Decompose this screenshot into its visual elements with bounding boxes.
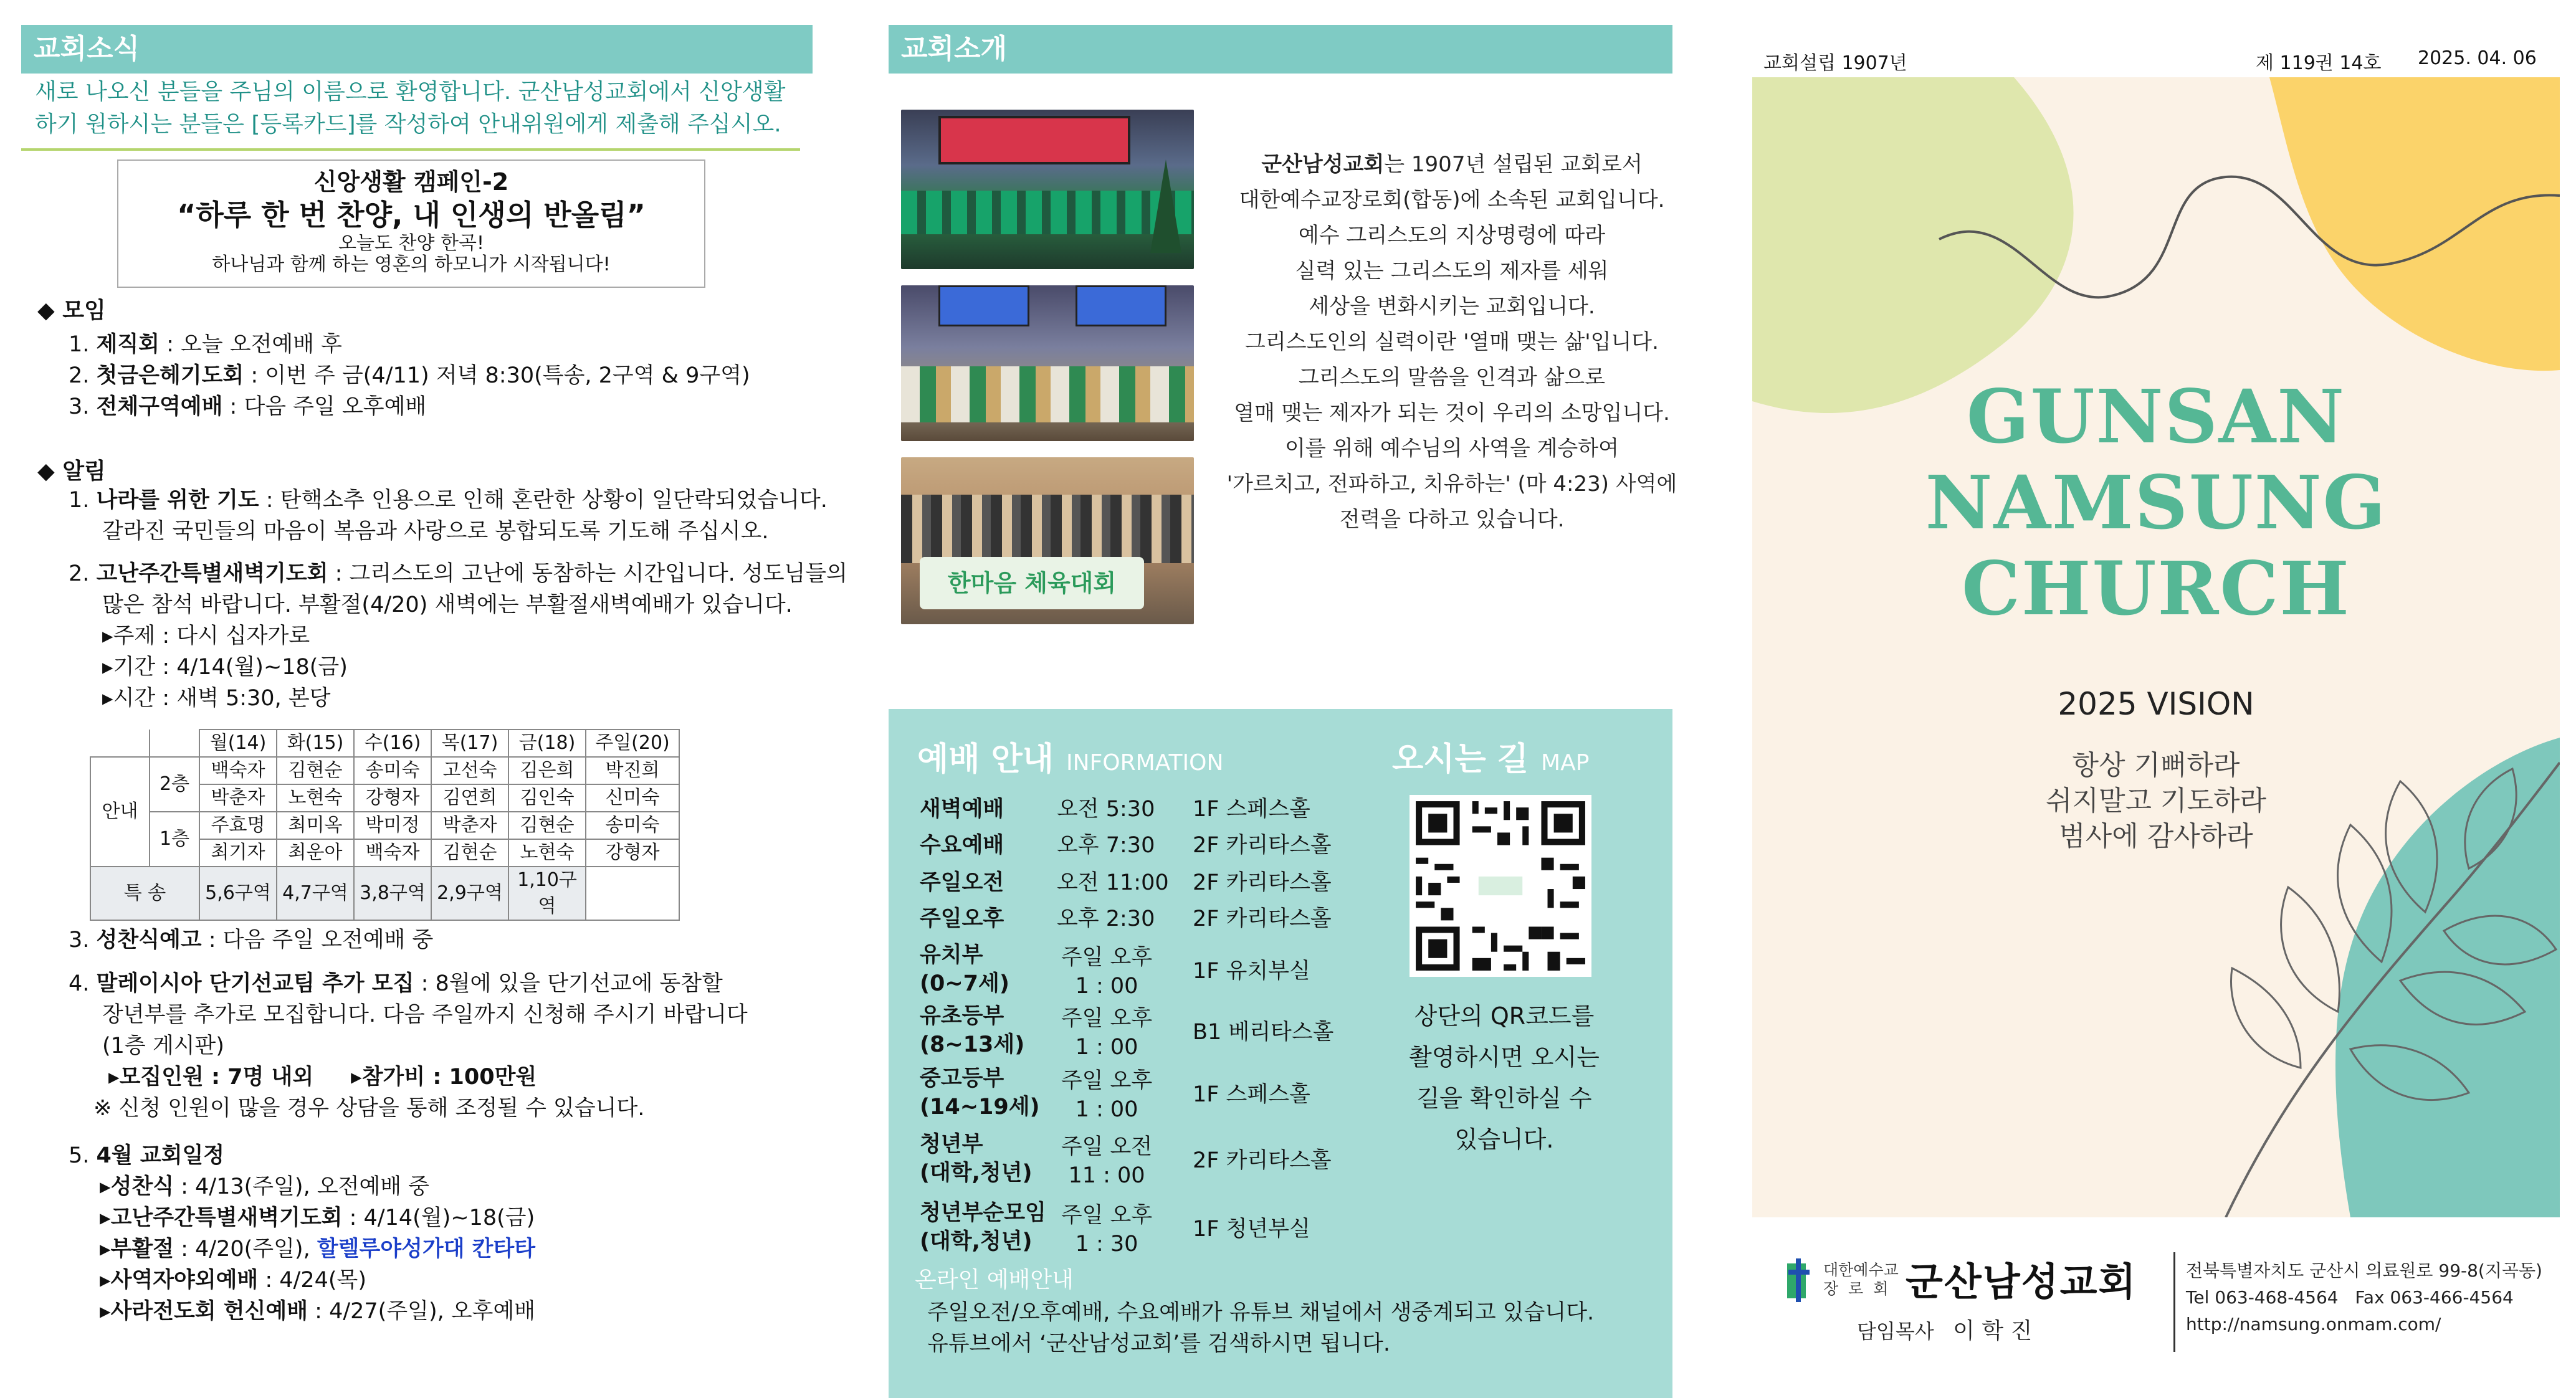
issue-number: 제 119권 14호 bbox=[2256, 52, 2382, 74]
meeting-item: 2. 첫금은헤기도회 : 이번 주 금(4/11) 저녁 8:30(특송, 2구역 & 9구역) bbox=[69, 363, 750, 388]
schedule-item: ▸사역자야외예배 : 4/24(목) bbox=[100, 1268, 367, 1293]
notice-2: 2. 고난주간특별새벽기도회 : 그리스도의 고난에 동참하는 시간입니다. 성도님들의 많은 참석 바랍니다. 부활절(4/20) 새벽에는 부활절새벽예배가 있습니다. ▸주제 : 다시 십자가로 ▸기간 : 4/14(월)~18(금) ▸시간 : 새벽 5:30, 본당 bbox=[69, 561, 847, 711]
intro-text: 군산남성교회는 1907년 설립된 교회로서 대한예수교장로회(합동)에 소속된 교회입니다. 예수 그리스도의 지상명령에 따라 실력 있는 그리스도의 제자를 세워 세상을 변화시키는 교회입니다. 그리스도인의 실력이란 '열매 맺는 삶'입니다. 그리스도의 말씀을 인격과 삶으로 열매 맺는 제자가 되는 것이 우리의 소망입니다. 이를 위해 예수님의 사역을 계승하여 '가르치고, 전파하고, 치유하는' (마 4:23) 사역에 전력을 다하고 있습니다. bbox=[1226, 152, 1677, 532]
campaign-slogan: “하루 한 번 찬양, 내 인생의 반올림” bbox=[177, 198, 646, 232]
website-link[interactable]: http://namsung.onmam.com/ bbox=[2186, 1314, 2441, 1334]
intro-header: 교회소개 bbox=[889, 25, 1672, 74]
phone: Tel 063-468-4564 Fax 063-466-4564 bbox=[2186, 1287, 2514, 1308]
notice-4: 4. 말레이시아 단기선교팀 추가 모집 : 8월에 있을 단기선교에 동참할 장년부를 추가로 모집합니다. 다음 주일까지 신청해 주시기 바랍니다 (1층 게시판) ▸모집인원 : 7명 내외 ▸참가비 : 100만원 ※ 신청 인원이 많을 경우 상담을 통해 조정될 수 있습니다. bbox=[69, 971, 748, 1121]
worship-info-box: 예배 안내 INFORMATION 오시는 길 MAP 새벽예배 오전 5:30 1F 스페스홀 수요예배 오후 7:30 2F 카리타스홀 주일오전 오전 11:00 2F 카리타스홀 주일오후 오후 2:30 2F 카리타스홀 유치부 (0~7세) 주일 오후 1 : 00 1F 유치부실 유초등부 (8~13세) 주일 오후 1 : 00 B1 베리타스홀 중고등부 (14~19세) 주일 오후 1 : 00 1F 스페스홀 청년부 (대학,청년) 주일 오전 11 : 00 2F 카리타스홀 청년부순모임 (대학,청년) 주일 오후 1 : 30 1F 청년부실 상단의 QR코드를 촬영하시면 오시는 길을 확인하실 수 있습니다. 온라인 예배안내 주일오전/오후예배, 수요예배가 유튜브 채널에서 생중계되고 있습니다. 유튜브에서 ‘군산남성교회’를 검색하시면 됩니다. bbox=[889, 709, 1672, 1398]
founded-year: 교회설립 1907년 bbox=[1763, 52, 1907, 74]
meeting-item: 3. 전체구역예배 : 다음 주일 오후예배 bbox=[69, 394, 427, 419]
issue-date: 2025. 04. 06 bbox=[2418, 47, 2537, 69]
photo-banner: 한마음 체육대회 bbox=[920, 557, 1144, 609]
schedule-item: ▸사라전도회 헌신예배 : 4/27(주일), 오후예배 bbox=[100, 1299, 536, 1324]
map-qr-code[interactable] bbox=[1410, 795, 1591, 977]
welcome-line-2: 하기 원하시는 분들은 [등록카드]를 작성하여 안내위원에게 제출해 주십시오. bbox=[35, 112, 781, 137]
welcome-text bbox=[35, 76, 801, 141]
online-title: 온라인 예배안내 bbox=[915, 1267, 1074, 1293]
news-header: 교회소식 bbox=[21, 25, 813, 74]
qr-caption: 상단의 QR코드를 촬영하시면 오시는 길을 확인하실 수 있습니다. bbox=[1409, 1002, 1600, 1153]
news-panel bbox=[0, 0, 847, 1398]
meetings-list bbox=[69, 329, 750, 422]
cross-logo-icon bbox=[1787, 1258, 1818, 1302]
campaign-title: 신앙생활 캠페인-2 bbox=[313, 168, 509, 196]
vision-lines: 항상 기뻐하라 쉬지말고 기도하라 범사에 감사하라 bbox=[2045, 749, 2267, 852]
campaign-line-2: 하나님과 함께 하는 영혼의 하모니가 시작됩니다! bbox=[212, 254, 611, 275]
church-name: 군산남성교회 bbox=[1906, 1259, 2137, 1305]
photo-drama bbox=[901, 285, 1194, 441]
online-text: 주일오전/오후예배, 수요예배가 유튜브 채널에서 생중계되고 있습니다. 유튜브에서 ‘군산남성교회’를 검색하시면 됩니다. bbox=[927, 1300, 1595, 1356]
address: 전북특별자치도 군산시 의료원로 99-8(지곡동) bbox=[2186, 1260, 2542, 1281]
notice-5: 5. 4월 교회일정 ▸성찬식 : 4/13(주일), 오전예배 중 ▸고난주간특별새벽기도회 : 4/14(월)~18(금) ▸부활절 : 4/20(주일), 할렐루야성가대 칸타타 ▸사역자야외예배 : 4/24(목) ▸사라전도회 헌신예배 : 4/27(주일), 오후예배 bbox=[69, 1140, 535, 1327]
cover-decoration bbox=[1752, 77, 2560, 1217]
schedule-item: ▸부활절 : 4/20(주일), 할렐루야성가대 칸타타 bbox=[100, 1237, 536, 1262]
notice-3: 3. 성찬식예고 : 다음 주일 오전예배 중 bbox=[69, 928, 434, 953]
footer-divider bbox=[2173, 1252, 2175, 1352]
denomination: 대한예수교 장 로 회 bbox=[1823, 1261, 1899, 1298]
notices-heading: ◆ 알림 bbox=[37, 459, 106, 484]
vision-title: 2025 VISION bbox=[2058, 686, 2254, 722]
welcome-line-1: 새로 나오신 분들을 주님의 이름으로 환영합니다. 군산남성교회에서 신앙생활 bbox=[35, 79, 786, 105]
photo-sports-day bbox=[901, 457, 1194, 624]
contact-info bbox=[2186, 1257, 2542, 1338]
map-title: 오시는 길 MAP bbox=[1392, 741, 1590, 778]
cover-panel bbox=[1752, 77, 2560, 1217]
notice-1: 1. 나라를 위한 기도 : 탄핵소추 인용으로 인해 혼란한 상황이 일단락되었습니다. 갈라진 국민들의 마음이 복음과 사랑으로 봉합되도록 기도해 주십시오. bbox=[69, 488, 828, 544]
usher-table: 월(14) 화(15) 수(16) 목(17) 금(18) 주일(20) 안내 2층 백숙자 김현순 송미숙 고선숙 김은희 박진희 박춘자 노현숙 강형자 김연희 김인숙 신미숙 1층 주효명 최미옥 박미정 박춘자 김현순 송미숙 최기자 최운아 백숙자 김현순 노현숙 강형자 특 송 5,6구역 4,7구역 3,8구역 2,9구역 1,10구역 bbox=[90, 729, 680, 921]
schedule-item: ▸성찬식 : 4/13(주일), 오전예배 중 bbox=[100, 1174, 429, 1199]
campaign-line-1: 오늘도 찬양 한곡! bbox=[338, 232, 484, 254]
campaign-box bbox=[117, 159, 705, 288]
meetings-heading: ◆ 모임 bbox=[37, 298, 106, 323]
intro-church-name: 군산남성교회 bbox=[1261, 152, 1385, 177]
worship-title: 예배 안내 INFORMATION bbox=[917, 741, 1224, 778]
cover-title: GUNSAN NAMSUNG CHURCH bbox=[1925, 373, 2387, 632]
pastor: 담임목사 이 학 진 bbox=[1857, 1318, 2033, 1344]
photo-choir bbox=[901, 110, 1194, 269]
meeting-item: 1. 제직회 : 오늘 오전예배 후 bbox=[69, 332, 342, 357]
divider bbox=[21, 148, 800, 151]
schedule-item: ▸고난주간특별새벽기도회 : 4/14(월)~18(금) bbox=[100, 1205, 535, 1230]
